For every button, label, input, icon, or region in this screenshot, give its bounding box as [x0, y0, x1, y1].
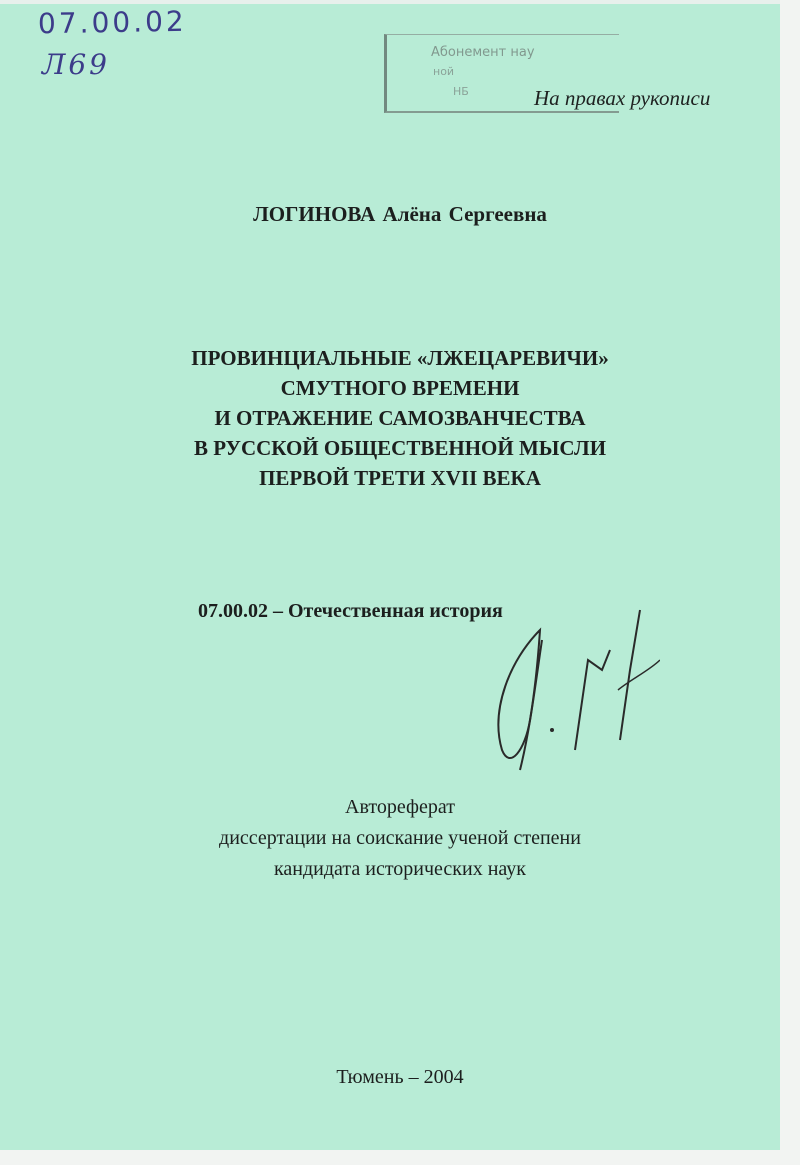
title-line: И ОТРАЖЕНИЕ САМОЗВАНЧЕСТВА — [214, 406, 586, 430]
rights-note: На правах рукописи — [534, 86, 711, 110]
scan-edge-right — [780, 0, 800, 1165]
author-name — [0, 202, 800, 227]
author-given-names: Алёна Сергеевна — [382, 202, 547, 226]
place-and-year: Тюмень – 2004 — [336, 1066, 464, 1088]
handwritten-shelf-mark: Л69 — [42, 48, 110, 81]
stamp-line: Абонемент нау — [431, 45, 535, 60]
title-line: СМУТНОГО ВРЕМЕНИ — [280, 376, 520, 400]
abstract-line: Автореферат — [345, 796, 455, 818]
scan-edge-bottom — [0, 1150, 800, 1165]
title-line: ПРОВИНЦИАЛЬНЫЕ «ЛЖЕЦАРЕВИЧИ» — [191, 346, 609, 370]
abstract-line: кандидата исторических наук — [273, 858, 527, 880]
title-line: В РУССКОЙ ОБЩЕСТВЕННОЙ МЫСЛИ — [193, 436, 607, 460]
specialty-code: 07.00.02 – Отечественная история — [198, 600, 503, 622]
abstract-line: диссертации на соискание ученой степени — [219, 827, 581, 849]
dissertation-title — [0, 343, 800, 493]
stamp-line: НБ — [453, 85, 469, 98]
title-line: ПЕРВОЙ ТРЕТИ XVII ВЕКА — [259, 466, 541, 490]
handwritten-shelf-code: 07.00.02 — [37, 4, 187, 41]
author-surname: ЛОГИНОВА — [253, 202, 376, 226]
signature-mark — [480, 580, 660, 780]
stamp-line: ной — [433, 65, 455, 78]
abstract-description — [0, 792, 800, 885]
scan-edge-top — [0, 0, 800, 4]
